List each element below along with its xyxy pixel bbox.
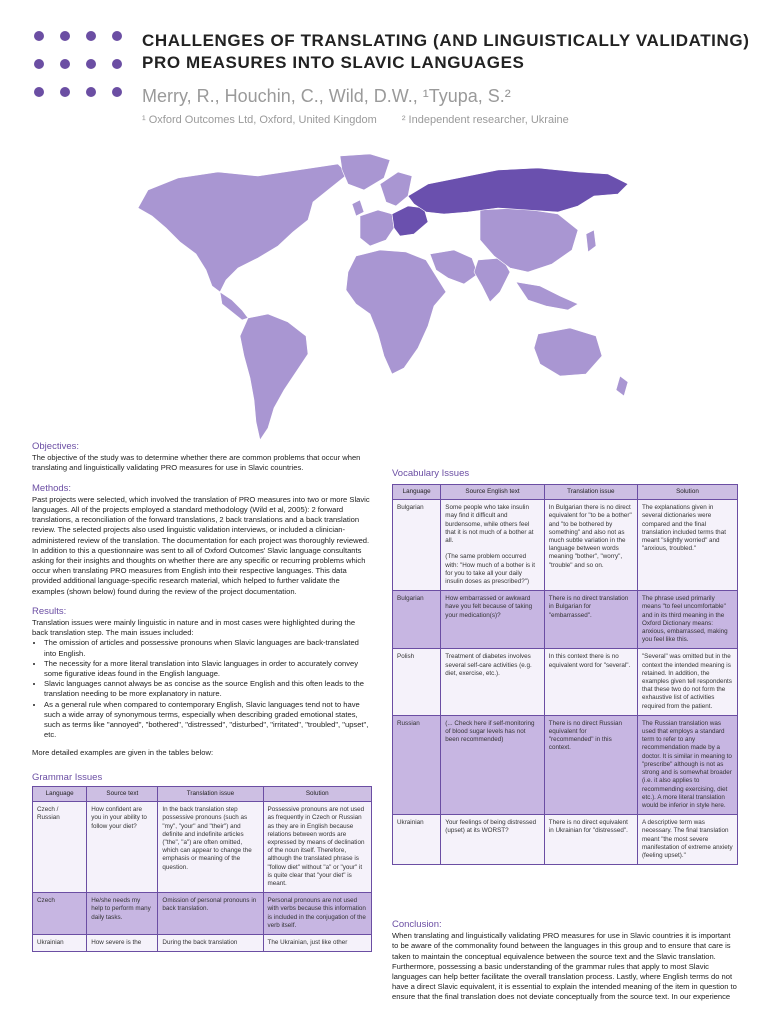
conclusion-text: When translating and linguistically validating PRO measures for use in Slavic countries it is important to be aware of the commonality found between the languages in this group and to ensure that care is taken to maintain the conceptual equivalence between the source text and the Slavic translation. Furthermore, possessing a basic understanding of the grammar rules that apply to most Slavic languages can help better facilitate the overall translation process. Lastly, where English terms do not have a direct Slavic equivalent, it is essential to explain the intended meaning of the item in question to ensure that the final translation does not deviate conceptually from the source text. In our experience xyxy=(392,931,737,1002)
vocabulary-table-wrap xyxy=(392,484,738,865)
south-america xyxy=(240,314,308,440)
affiliations xyxy=(142,114,591,126)
cell-issue: In the back translation step possessive pronouns (such as "my", "your" and "their") and definite and indefinite articles ("the", "a") are often omitted, which can appear to change the emphasis or meaning of the question. xyxy=(158,802,263,893)
cell-source: Treatment of diabetes involves several self-care activities (e.g. diet, exercise, etc.). xyxy=(441,649,545,715)
grammar-table xyxy=(32,786,372,952)
dot xyxy=(34,87,44,97)
table-row xyxy=(393,591,738,649)
cell-issue: In this context there is no equivalent word for "several". xyxy=(544,649,637,715)
russia xyxy=(408,168,628,214)
cell-language: Ukrainian xyxy=(33,934,87,951)
dot xyxy=(112,59,122,69)
conclusion-section xyxy=(392,920,738,1003)
cell-issue: There is no direct equivalent in Ukrainian for "distressed". xyxy=(544,815,637,865)
cell-solution: The Russian translation was used that employs a standard term to refer to any recommendation made by a doctor. It is similar in meaning to "prescribe" although is not as strong and is somewhat broader (i.e. it also applies to recommending exercising, diet etc.). A more literal translation would be inferior in style here. xyxy=(637,715,737,814)
dot xyxy=(86,31,96,41)
vocabulary-heading: Vocabulary Issues xyxy=(392,468,470,479)
left-column xyxy=(32,442,372,952)
cell-language: Polish xyxy=(393,649,441,715)
poster-title: CHALLENGES OF TRANSLATING (AND LINGUISTICALLY VALIDATING) PRO MEASURES INTO SLAVIC LANGUAGES xyxy=(142,31,750,72)
conclusion-heading: Conclusion: xyxy=(392,919,442,930)
cell-solution: Personal pronouns are not used with verbs because this information is included in the conjugation of the verb itself. xyxy=(263,893,372,935)
results-bullet: • Slavic languages cannot always be as concise as the source English and this often leads to the translation needing to be more explanatory in nature. xyxy=(44,679,372,699)
cell-solution: "Several" was omitted but in the context the intended meaning is retained. In addition, the examples given tell respondents that these two do not form the exhaustive list of activities required from the patient. xyxy=(637,649,737,715)
table-row xyxy=(33,934,372,951)
column-header: Solution xyxy=(263,786,372,801)
eastern-europe xyxy=(392,206,428,236)
cell-source: Your feelings of being distressed (upset) at its WORST? xyxy=(441,815,545,865)
australia xyxy=(534,328,602,376)
cell-issue: In Bulgarian there is no direct equivalent for "to be a bother" and "to be bothered by something" and also not as much subtle variation in the language between words meaning "bother", "worry", "trouble" and so on. xyxy=(544,500,637,591)
scandinavia xyxy=(380,172,412,206)
dot xyxy=(86,59,96,69)
cell-solution: The Ukrainian, just like other xyxy=(263,934,372,951)
results-heading: Results: xyxy=(32,605,67,617)
southeast-asia xyxy=(516,282,578,310)
cell-solution: Possessive pronouns are not used as frequently in Czech or Russian as they are in English because relations between words are expressed by means of declination of the noun itself. Therefore, although the translated phrase is "follow diet" without "a" or "your" it is quite clear that "your diet" is meant. xyxy=(263,802,372,893)
cell-solution: The phrase used primarily means "to feel uncomfortable" and in its third meaning in the Oxford Dictionary means: anxious, embarrassed, making you feel like this. xyxy=(637,591,737,649)
british-isles xyxy=(352,200,364,216)
grammar-heading: Grammar Issues xyxy=(32,771,103,783)
column-header: Language xyxy=(33,786,87,801)
dot xyxy=(86,87,96,97)
table-row xyxy=(393,500,738,591)
column-header: Source text xyxy=(87,786,158,801)
table-header-row xyxy=(33,786,372,801)
cell-source: (... Check here if self-monitoring of blood sugar levels has not been recommended) xyxy=(441,715,545,814)
results-list xyxy=(32,638,372,740)
dot xyxy=(34,31,44,41)
cell-source: How severe is the xyxy=(87,934,158,951)
cell-issue: Omission of personal pronouns in back translation. xyxy=(158,893,263,935)
methods-heading: Methods: xyxy=(32,482,72,494)
dot xyxy=(60,59,70,69)
table-header-row xyxy=(393,485,738,500)
results-outro: More detailed examples are given in the tables below: xyxy=(32,748,214,758)
cell-language: Czech / Russian xyxy=(33,802,87,893)
cell-language: Bulgarian xyxy=(393,500,441,591)
table-row xyxy=(393,715,738,814)
cell-issue: There is no direct Russian equivalent for "recommended" in this context. xyxy=(544,715,637,814)
japan xyxy=(586,230,596,252)
world-map xyxy=(108,150,648,450)
dot xyxy=(112,87,122,97)
dot xyxy=(34,59,44,69)
dot xyxy=(60,31,70,41)
column-header: Language xyxy=(393,485,441,500)
cell-source: He/she needs my help to perform many daily tasks. xyxy=(87,893,158,935)
western-europe xyxy=(360,210,394,246)
decorative-dot-grid xyxy=(34,31,134,101)
vocabulary-table xyxy=(392,484,738,865)
cell-language: Czech xyxy=(33,893,87,935)
dot xyxy=(60,87,70,97)
cell-issue: During the back translation xyxy=(158,934,263,951)
cell-source: Some people who take insulin may find it difficult and burdensome, while others feel that it is not much of a bother at all. (The same problem occurred with: "How much of a bother is it for you to take all your daily insulin doses as prescribed?") xyxy=(441,500,545,591)
column-header: Source English text xyxy=(441,485,545,500)
africa xyxy=(346,250,446,374)
results-bullet: • The necessity for a more literal translation into Slavic languages in order to accurately convey some figurative ideas found in the English language. xyxy=(44,659,372,679)
cell-source: How confident are you in your ability to follow your diet? xyxy=(87,802,158,893)
south-asia xyxy=(474,258,510,302)
north-america xyxy=(138,164,348,292)
column-header: Translation issue xyxy=(544,485,637,500)
cell-source: How embarrassed or awkward have you felt because of taking your medication(s)? xyxy=(441,591,545,649)
results-bullet: • The omission of articles and possessive pronouns when Slavic languages are back-translated into English. xyxy=(44,638,372,658)
cell-language: Ukrainian xyxy=(393,815,441,865)
affiliation-1: ¹ Oxford Outcomes Ltd, Oxford, United Kingdom xyxy=(142,114,377,126)
results-bullet: • As a general rule when compared to contemporary English, Slavic languages tend not to have such a wide array of synonymous terms, especially when describing graded emotional states, such as terms like "annoyed", "bothered", "distressed", "disturbed", "irritated", "troubled", "upset", etc. xyxy=(44,700,372,741)
new-zealand xyxy=(616,376,628,396)
table-row xyxy=(393,649,738,715)
table-row xyxy=(393,815,738,865)
cell-solution: The explanations given in several dictionaries were compared and the final translation included terms that meant "slightly worried" and "anxious, troubled." xyxy=(637,500,737,591)
cell-issue: There is no direct translation in Bulgarian for "embarrassed". xyxy=(544,591,637,649)
author-list: Merry, R., Houchin, C., Wild, D.W., ¹Tyupa, S.² xyxy=(142,86,511,106)
cell-language: Russian xyxy=(393,715,441,814)
results-intro: Translation issues were mainly linguistic in nature and in most cases were highlighted during the back translation step. The main issues included: xyxy=(32,618,356,638)
affiliation-2: ² Independent researcher, Ukraine xyxy=(401,114,569,126)
central-america xyxy=(220,292,248,320)
methods-text: Past projects were selected, which involved the translation of PRO measures into two or more Slavic languages. All of the projects employed a standard methodology (Wild et al, 2005): 2 forward translations, a reconciliation of the forward translations, 2 back translations and a back translation review. The selected projects also used linguistic validation interviews, or included a clinician-administered review of the translation. The documentation for each project was thoroughly reviewed. In addition to this a questionnaire was sent to all of Oxford Outcomes' Slavic language consultants asking for their insights and thoughts on whether there are any specific or recurring problems which occur when translating PRO measures from English into their respective languages. This data provided additional language-specific research material, which helped to further validate the examples (shown below) found during the review of the project documentation. xyxy=(32,494,370,596)
cell-language: Bulgarian xyxy=(393,591,441,649)
column-header: Translation issue xyxy=(158,786,263,801)
cell-solution: A descriptive term was necessary. The final translation meant "the most severe manifestation of extreme anxiety (feeling upset)." xyxy=(637,815,737,865)
column-header: Solution xyxy=(637,485,737,500)
objectives-text: The objective of the study was to determine whether there are common problems that occur when translating and linguistically validating PRO measures for use in Slavic countries. xyxy=(32,453,361,473)
table-row xyxy=(33,802,372,893)
objectives-heading: Objectives: xyxy=(32,441,79,452)
table-row xyxy=(33,893,372,935)
dot xyxy=(112,31,122,41)
